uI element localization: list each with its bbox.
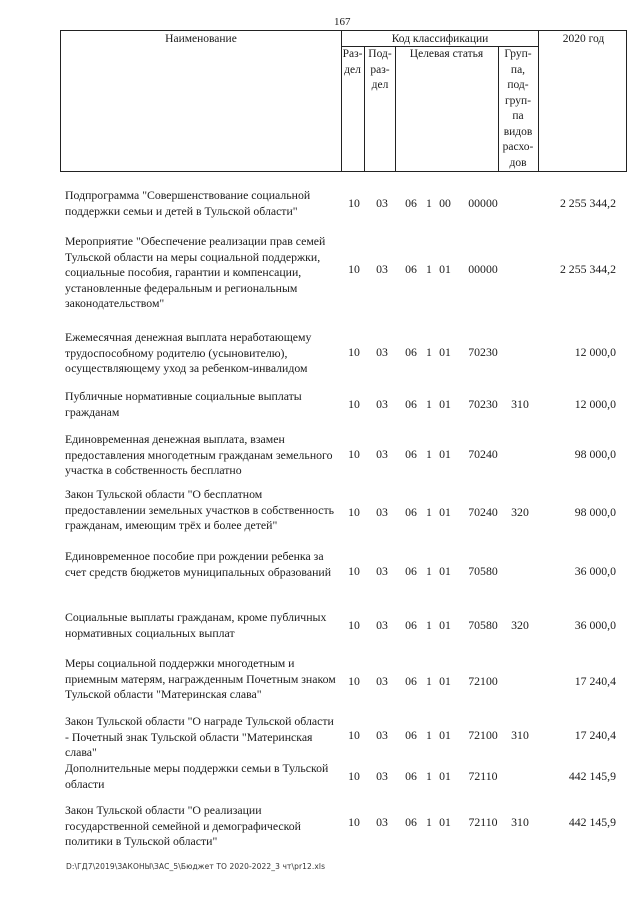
row-target-direction: 70230 — [468, 397, 498, 411]
row-target-event: 01 — [439, 262, 451, 276]
row-name: Подпрограмма "Совершенствование социальной поддержки семьи и детей в Тульской области" — [65, 188, 311, 218]
header-year: 2020 год — [562, 33, 605, 45]
row-target-program: 06 — [405, 769, 417, 783]
row-razdel: 10 — [348, 815, 360, 829]
row-name: Мероприятие "Обеспечение реализации прав семей Тульской области на меры социальной поддержки, социальные пособия, гарантии и компенсации, установленные федеральным и региональным законодательством" — [65, 234, 326, 311]
row-target-subprogram: 1 — [426, 262, 432, 276]
row-target-subprogram: 1 — [426, 196, 432, 210]
row-name: Меры социальной поддержки многодетным и приемным матерям, награжденным Почетным знаком Тульской области "Материнская слава" — [65, 656, 336, 702]
row-target-event: 01 — [439, 815, 451, 829]
row-target-event: 01 — [439, 397, 451, 411]
row-podrazdel: 03 — [376, 196, 388, 210]
row-target-direction: 70240 — [468, 505, 498, 519]
row-target-event: 01 — [439, 447, 451, 461]
row-target-program: 06 — [405, 674, 417, 688]
header-razdel: Раз- дел — [342, 48, 363, 76]
row-target-program: 06 — [405, 397, 417, 411]
row-target-program: 06 — [405, 728, 417, 742]
row-podrazdel: 03 — [376, 728, 388, 742]
row-target-subprogram: 1 — [426, 505, 432, 519]
row-target-direction: 70580 — [468, 618, 498, 632]
row-target-subprogram: 1 — [426, 447, 432, 461]
row-amount: 36 000,0 — [574, 618, 616, 632]
row-podrazdel: 03 — [376, 618, 388, 632]
row-razdel: 10 — [348, 196, 360, 210]
row-target-direction: 72100 — [468, 728, 498, 742]
table-header — [60, 30, 627, 172]
row-podrazdel: 03 — [376, 447, 388, 461]
row-target-program: 06 — [405, 815, 417, 829]
row-razdel: 10 — [348, 618, 360, 632]
row-razdel: 10 — [348, 447, 360, 461]
header-target: Целевая статья — [409, 48, 484, 60]
row-amount: 12 000,0 — [574, 345, 616, 359]
row-target-direction: 72100 — [468, 674, 498, 688]
row-amount: 2 255 344,2 — [559, 262, 616, 276]
row-razdel: 10 — [348, 345, 360, 359]
row-expense-group: 310 — [511, 397, 529, 411]
row-razdel: 10 — [348, 674, 360, 688]
page-number: 167 — [334, 16, 351, 28]
row-target-direction: 70580 — [468, 564, 498, 578]
row-name: Ежемесячная денежная выплата неработающему трудоспособному родителю (усыновителю), осуществляющему уход за ребенком-инвалидом — [65, 330, 312, 376]
row-target-subprogram: 1 — [426, 815, 432, 829]
row-expense-group: 320 — [511, 505, 529, 519]
row-expense-group: 310 — [511, 728, 529, 742]
row-target-event: 01 — [439, 769, 451, 783]
row-podrazdel: 03 — [376, 815, 388, 829]
row-expense-group: 320 — [511, 618, 529, 632]
row-amount: 17 240,4 — [574, 674, 616, 688]
row-target-program: 06 — [405, 262, 417, 276]
row-target-program: 06 — [405, 618, 417, 632]
row-amount: 442 145,9 — [568, 815, 616, 829]
row-razdel: 10 — [348, 769, 360, 783]
row-target-subprogram: 1 — [426, 564, 432, 578]
row-podrazdel: 03 — [376, 397, 388, 411]
row-target-subprogram: 1 — [426, 674, 432, 688]
row-target-direction: 00000 — [468, 196, 498, 210]
row-name: Социальные выплаты гражданам, кроме публичных нормативных социальных выплат — [65, 610, 327, 640]
row-target-program: 06 — [405, 564, 417, 578]
row-podrazdel: 03 — [376, 505, 388, 519]
row-podrazdel: 03 — [376, 769, 388, 783]
header-group: Груп- па, под- груп- па видов расхо- дов — [502, 48, 534, 169]
row-amount: 98 000,0 — [574, 505, 616, 519]
row-podrazdel: 03 — [376, 345, 388, 359]
row-target-event: 01 — [439, 674, 451, 688]
row-name: Публичные нормативные социальные выплаты гражданам — [65, 389, 302, 419]
row-target-event: 01 — [439, 618, 451, 632]
row-target-event: 01 — [439, 345, 451, 359]
row-target-program: 06 — [405, 505, 417, 519]
row-amount: 2 255 344,2 — [559, 196, 616, 210]
row-target-subprogram: 1 — [426, 769, 432, 783]
row-target-event: 01 — [439, 564, 451, 578]
row-target-program: 06 — [405, 447, 417, 461]
row-target-subprogram: 1 — [426, 397, 432, 411]
row-target-program: 06 — [405, 345, 417, 359]
row-expense-group: 310 — [511, 815, 529, 829]
header-name: Наименование — [165, 33, 237, 45]
row-name: Единовременная денежная выплата, взамен предоставления многодетным гражданам земельного участка в собственность бесплатно — [65, 432, 333, 478]
row-name: Единовременное пособие при рождении ребенка за счет средств бюджетов муниципальных образований — [65, 549, 332, 579]
row-target-program: 06 — [405, 196, 417, 210]
row-razdel: 10 — [348, 397, 360, 411]
row-amount: 98 000,0 — [574, 447, 616, 461]
row-amount: 36 000,0 — [574, 564, 616, 578]
header-code-classification: Код классификации — [391, 33, 489, 45]
row-amount: 442 145,9 — [568, 769, 616, 783]
row-name: Дополнительные меры поддержки семьи в Тульской области — [65, 761, 329, 791]
row-target-direction: 70230 — [468, 345, 498, 359]
row-name: Закон Тульской области "О реализации государственной семейной и демографической политики в Тульской области" — [65, 803, 301, 849]
row-target-direction: 72110 — [468, 769, 498, 783]
row-target-subprogram: 1 — [426, 618, 432, 632]
row-target-direction: 72110 — [468, 815, 498, 829]
row-target-event: 00 — [439, 196, 451, 210]
row-target-subprogram: 1 — [426, 728, 432, 742]
row-target-direction: 00000 — [468, 262, 498, 276]
header-podrazdel: Под- раз- дел — [368, 48, 392, 91]
row-name: Закон Тульской области "О бесплатном предоставлении земельных участков в собственность гражданам, имеющим трёх и более детей" — [65, 487, 335, 533]
row-razdel: 10 — [348, 262, 360, 276]
row-amount: 17 240,4 — [574, 728, 616, 742]
row-podrazdel: 03 — [376, 564, 388, 578]
row-razdel: 10 — [348, 728, 360, 742]
row-target-subprogram: 1 — [426, 345, 432, 359]
row-target-direction: 70240 — [468, 447, 498, 461]
row-amount: 12 000,0 — [574, 397, 616, 411]
row-name: Закон Тульской области "О награде Тульской области - Почетный знак Тульской области "Материнская слава" — [65, 714, 334, 760]
row-podrazdel: 03 — [376, 674, 388, 688]
row-target-event: 01 — [439, 728, 451, 742]
row-razdel: 10 — [348, 505, 360, 519]
row-podrazdel: 03 — [376, 262, 388, 276]
row-razdel: 10 — [348, 564, 360, 578]
row-target-event: 01 — [439, 505, 451, 519]
file-path-footer: D:\ГД7\2019\ЗАКОНЫ\ЗАС_5\Бюджет ТО 2020-2022_3 чт\pr12.xls — [66, 862, 326, 871]
